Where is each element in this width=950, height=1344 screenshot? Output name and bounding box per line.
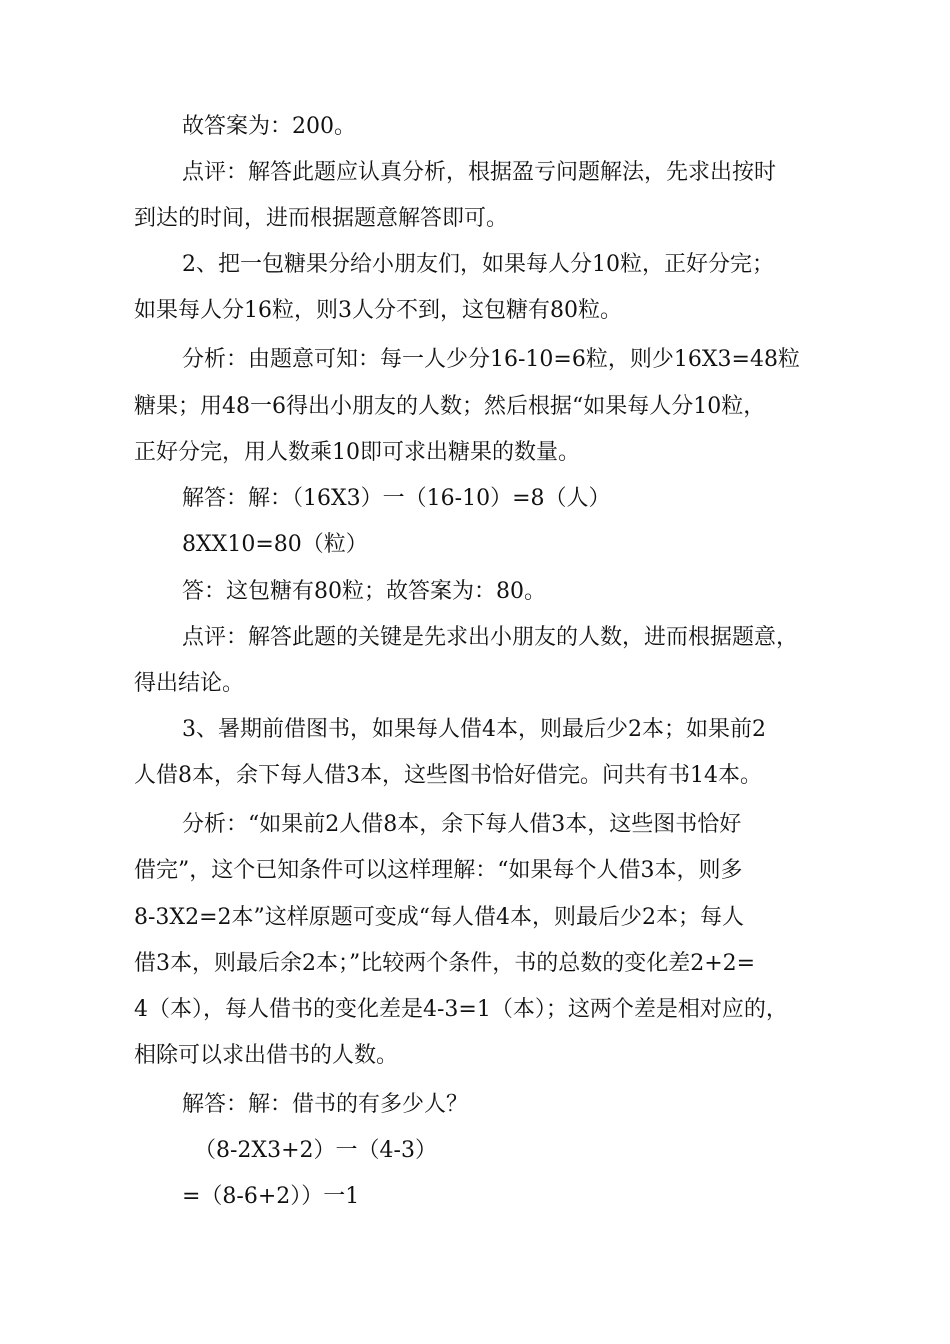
text-line: 分析：“如果前2人借8本，余下每人借3本，这些图书恰好 bbox=[182, 812, 742, 837]
text-line: 正好分完，用人数乘10即可求出糖果的数量。 bbox=[134, 440, 580, 465]
text-line: 如果每人分16粒，则3人分不到，这包糖有80粒。 bbox=[134, 298, 622, 323]
text-line: 借3本，则最后余2本；”比较两个条件，书的总数的变化差2+2= bbox=[134, 951, 756, 976]
text-line: 4（本），每人借书的变化差是4-3=1（本）；这两个差是相对应的， bbox=[134, 997, 788, 1022]
text-line: 相除可以求出借书的人数。 bbox=[134, 1043, 399, 1068]
text-line: 答：这包糖有80粒；故答案为：80。 bbox=[182, 579, 546, 604]
text-line: =（8-6+2））一1 bbox=[182, 1184, 360, 1209]
text-line: 8-3X2=2本”这样原题可变成“每人借4本，则最后少2本；每人 bbox=[134, 905, 745, 930]
text-line: 点评：解答此题应认真分析，根据盈亏问题解法，先求出按时 bbox=[182, 160, 777, 185]
text-line: 得出结论。 bbox=[134, 671, 245, 696]
text-line: 8XX10=80（粒） bbox=[182, 532, 368, 557]
text-line: 人借8本，余下每人借3本，这些图书恰好借完。问共有书14本。 bbox=[134, 763, 762, 788]
text-line: （8-2X3+2）一（4-3） bbox=[194, 1138, 437, 1163]
text-line: 点评：解答此题的关键是先求出小朋友的人数，进而根据题意， bbox=[182, 625, 799, 650]
text-line: 2、把一包糖果分给小朋友们，如果每人分10粒，正好分完； bbox=[182, 252, 774, 277]
text-line: 解答：解：（16X3）一（16-10）=8（人） bbox=[182, 486, 611, 511]
text-line: 借完”，这个已知条件可以这样理解：“如果每个人借3本，则多 bbox=[134, 858, 743, 883]
text-line: 分析：由题意可知：每一人少分16-10=6粒，则少16X3=48粒 bbox=[182, 347, 800, 372]
text-line: 解答：解：借书的有多少人？ bbox=[182, 1092, 469, 1117]
text-line: 故答案为：200。 bbox=[182, 114, 356, 139]
text-line: 3、暑期前借图书，如果每人借4本，则最后少2本；如果前2 bbox=[182, 717, 766, 742]
text-line: 到达的时间，进而根据题意解答即可。 bbox=[134, 206, 509, 231]
text-line: 糖果；用48一6得出小朋友的人数；然后根据“如果每人分10粒， bbox=[134, 394, 766, 419]
